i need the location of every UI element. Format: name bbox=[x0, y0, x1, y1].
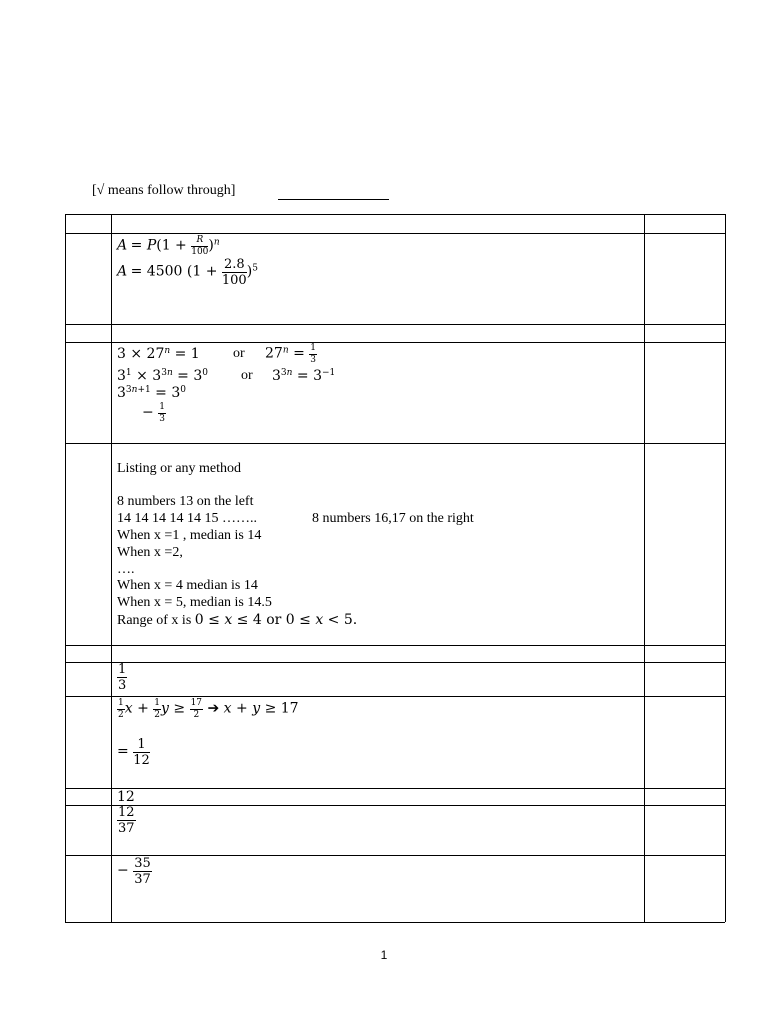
inequality-line: $\frac{1}{2}$ x + $\frac{1}{2}$ y ≥ $\frac{17}{2}$ ➔ x + y ≥ 17 bbox=[118, 698, 299, 720]
follow-through-note: [√ means follow through] bbox=[92, 183, 236, 198]
median-line-3-right: 8 numbers 16,17 on the right bbox=[312, 511, 474, 526]
answer-neg-thirty-five-over-thirty-seven: − $\frac{35}{37}$ bbox=[117, 856, 151, 887]
median-range bbox=[117, 612, 357, 629]
median-range-math: 0 ≤ x ≤ 4 or 0 ≤ x < 5. bbox=[194, 612, 358, 628]
indices-answer: − $\frac{1}{3}$ bbox=[142, 402, 165, 424]
indices-line-1: $3 \times 27^n = 1$ bbox=[117, 346, 200, 362]
compound-interest-formula: A = P(1 + $\frac{R}{100}$ )$^n$ bbox=[117, 235, 220, 257]
answer-twelve: 12 bbox=[117, 789, 135, 805]
answer-one-third: $\frac{1}{3}$ bbox=[118, 662, 127, 693]
median-line-4: When x =1 , median is 14 bbox=[117, 528, 262, 543]
median-line-6: …. bbox=[117, 562, 135, 577]
compound-interest-substitution: A = 4500 (1 + $\frac{2.8}{100}$ )$^5$ bbox=[117, 257, 258, 288]
or-label-1: or bbox=[233, 346, 245, 361]
indices-line-2-alt: $3^{3n} = 3^{-1}$ bbox=[272, 368, 336, 384]
indices-line-1-alt: $27^n$ = $\frac{1}{3}$ bbox=[265, 343, 316, 365]
or-label-2: or bbox=[241, 368, 253, 383]
indices-line-2: $3^1 \times 3^{3n} = 3^0$ bbox=[117, 368, 209, 384]
median-line-3: 14 14 14 14 14 15 …….. bbox=[117, 511, 257, 526]
median-line-2: 8 numbers 13 on the left bbox=[117, 494, 254, 509]
median-line-8: When x = 5, median is 14.5 bbox=[117, 595, 272, 610]
probability-one-twelfth: = $\frac{1}{12}$ bbox=[117, 737, 150, 768]
note-underline bbox=[278, 199, 389, 200]
median-line-5: When x =2, bbox=[117, 545, 183, 560]
median-line-7: When x = 4 median is 14 bbox=[117, 578, 258, 593]
answer-twelve-over-thirty-seven: $\frac{12}{37}$ bbox=[118, 805, 135, 836]
indices-line-3: $3^{3n+1} = 3^0$ bbox=[117, 385, 187, 401]
page-number: 1 bbox=[380, 948, 388, 962]
median-method: Listing or any method bbox=[117, 461, 242, 476]
median-range-text: Range of x is bbox=[117, 613, 195, 628]
